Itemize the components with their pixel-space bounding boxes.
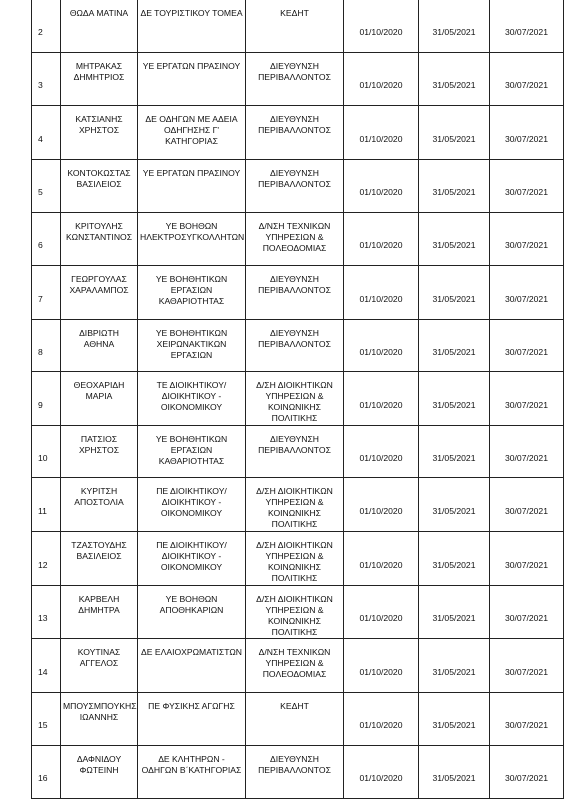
department-line: ΠΕΡΙΒΑΛΛΟΝΤΟΣ <box>258 178 331 189</box>
specialty-line: ΑΠΟΘΗΚΑΡΙΩΝ <box>159 604 224 615</box>
row-number-cell: 6 <box>32 212 61 265</box>
department-line: ΚΟΙΝΩΝΙΚΗΣ <box>267 401 321 412</box>
department-line: Δ/ΣΗ ΔΙΟΙΚΗΤΙΚΩΝ <box>256 485 333 496</box>
department-cell <box>246 531 344 585</box>
name-line: ΧΡΗΣΤΟΣ <box>78 124 120 135</box>
department-line: Δ/ΝΣΗ ΤΕΧΝΙΚΩΝ <box>258 646 331 657</box>
specialty-line: ΔΙΟΙΚΗΤΙΚΟΥ - <box>161 390 222 401</box>
end-date-cell: 31/05/2021 <box>419 265 490 319</box>
department-line: ΥΠΗΡΕΣΙΩΝ & <box>265 390 324 401</box>
employee-name-cell <box>61 52 138 105</box>
specialty-line: ΔΕ ΤΟΥΡΙΣΤΙΚΟΥ ΤΟΜΕΑ <box>140 8 243 18</box>
employee-name-cell <box>61 105 138 159</box>
employee-name-cell <box>61 477 138 531</box>
department-cell <box>246 638 344 692</box>
name-line: ΠΑΤΣΙΟΣ <box>80 433 118 444</box>
start-date-cell: 01/10/2020 <box>344 531 419 585</box>
department-line: ΔΙΕΥΘΥΝΣΗ <box>270 167 319 178</box>
specialty-line: ΚΑΘΑΡΙΟΤΗΤΑΣ <box>158 295 225 306</box>
row-number-cell: 14 <box>32 638 61 692</box>
name-line: ΚΟΝΤΟΚΩΣΤΑΣ <box>67 167 131 178</box>
end-date-cell: 31/05/2021 <box>419 371 490 425</box>
employee-name-cell <box>61 159 138 212</box>
row-number-cell: 10 <box>32 425 61 477</box>
employee-name-cell <box>61 638 138 692</box>
specialty-line: ΔΕ ΟΔΗΓΩΝ ΜΕ ΑΔΕΙΑ <box>145 113 238 124</box>
department-line: ΠΕΡΙΒΑΛΛΟΝΤΟΣ <box>258 124 331 135</box>
specialty-line: ΠΕ ΔΙΟΙΚΗΤΙΚΟΥ/ <box>156 539 227 550</box>
start-date-cell: 01/10/2020 <box>344 0 419 52</box>
staff-table <box>31 0 564 799</box>
row-number-cell: 4 <box>32 105 61 159</box>
end-date-cell: 31/05/2021 <box>419 531 490 585</box>
row-number-cell: 12 <box>32 531 61 585</box>
start-date-cell: 01/10/2020 <box>344 319 419 371</box>
department-line: ΠΕΡΙΒΑΛΛΟΝΤΟΣ <box>258 338 331 349</box>
row-number-cell: 11 <box>32 477 61 531</box>
table-row <box>32 0 564 52</box>
department-line: ΚΟΙΝΩΝΙΚΗΣ <box>267 561 321 572</box>
name-line: ΜΑΡΙΑ <box>85 390 113 401</box>
extension-date-cell: 30/07/2021 <box>490 159 564 212</box>
specialty-line: ΔΙΟΙΚΗΤΙΚΟΥ - <box>161 496 222 507</box>
name-line: ΜΗΤΡΑΚΑΣ <box>75 60 123 71</box>
specialty-cell <box>138 477 246 531</box>
specialty-line: ΚΑΤΗΓΟΡΙΑΣ <box>165 135 218 146</box>
specialty-line: ΟΙΚΟΝΟΜΙΚΟΥ <box>160 507 223 518</box>
department-line: ΠΟΛΙΤΙΚΗΣ <box>271 518 318 529</box>
end-date-cell: 31/05/2021 <box>419 159 490 212</box>
name-line: ΔΗΜΗΤΡΙΟΣ <box>73 71 125 82</box>
extension-date-cell: 30/07/2021 <box>490 531 564 585</box>
extension-date-cell: 30/07/2021 <box>490 585 564 638</box>
specialty-line: ΧΕΙΡΩΝΑΚΤΙΚΩΝ <box>156 338 227 349</box>
department-line: ΚΕΔΗΤ <box>280 700 309 711</box>
row-number-cell: 3 <box>32 52 61 105</box>
extension-date-cell: 30/07/2021 <box>490 0 564 52</box>
table-row <box>32 371 564 425</box>
name-line: ΚΑΤΣΙΑΝΗΣ <box>75 113 123 124</box>
department-cell <box>246 477 344 531</box>
name-line: ΚΑΡΒΕΛΗ <box>78 593 120 604</box>
table-row <box>32 159 564 212</box>
specialty-cell <box>138 692 246 745</box>
specialty-cell <box>138 531 246 585</box>
name-line: ΚΟΥΤΙΝΑΣ <box>77 646 121 657</box>
table-body <box>32 0 564 798</box>
department-line: ΠΕΡΙΒΑΛΛΟΝΤΟΣ <box>258 71 331 82</box>
extension-date-cell: 30/07/2021 <box>490 52 564 105</box>
name-line: ΔΙΒΡΙΩΤΗ ΑΘΗΝΑ <box>79 327 119 349</box>
specialty-line: ΔΕ ΚΛΗΤΗΡΩΝ - <box>158 753 225 764</box>
row-number-cell: 16 <box>32 745 61 798</box>
department-line: Δ/ΝΣΗ ΤΕΧΝΙΚΩΝ <box>258 220 331 231</box>
specialty-line: ΥΕ ΒΟΗΘΩΝ <box>165 220 218 231</box>
specialty-cell <box>138 425 246 477</box>
specialty-cell <box>138 159 246 212</box>
department-cell <box>246 159 344 212</box>
department-line: ΚΟΙΝΩΝΙΚΗΣ <box>267 615 321 626</box>
start-date-cell: 01/10/2020 <box>344 585 419 638</box>
specialty-line: ΠΕ ΦΥΣΙΚΗΣ ΑΓΩΓΗΣ <box>148 700 235 711</box>
start-date-cell: 01/10/2020 <box>344 692 419 745</box>
department-line: ΥΠΗΡΕΣΙΩΝ & <box>265 604 324 615</box>
name-line: ΘΕΟΧΑΡΙΔΗ <box>73 379 125 390</box>
start-date-cell: 01/10/2020 <box>344 265 419 319</box>
extension-date-cell: 30/07/2021 <box>490 745 564 798</box>
end-date-cell: 31/05/2021 <box>419 585 490 638</box>
department-line: ΔΙΕΥΘΥΝΣΗ <box>270 113 319 124</box>
department-cell <box>246 425 344 477</box>
extension-date-cell: 30/07/2021 <box>490 319 564 371</box>
department-line: ΥΠΗΡΕΣΙΩΝ & <box>265 496 324 507</box>
name-line: ΘΩΔΑ ΜΑΤΙΝΑ <box>69 8 129 18</box>
table-row <box>32 477 564 531</box>
department-cell <box>246 265 344 319</box>
department-cell <box>246 0 344 52</box>
name-line: ΔΑΦΝΙΔΟΥ <box>76 753 122 764</box>
extension-date-cell: 30/07/2021 <box>490 692 564 745</box>
department-line: ΠΟΛΙΤΙΚΗΣ <box>271 412 318 423</box>
table-row <box>32 265 564 319</box>
department-cell <box>246 52 344 105</box>
name-line: ΙΩΑΝΝΗΣ <box>79 711 119 722</box>
specialty-line: ΕΡΓΑΣΙΩΝ <box>170 284 213 295</box>
name-line: ΤΖΑΣΤΟΥΔΗΣ <box>71 539 127 550</box>
specialty-line: ΥΕ ΕΡΓΑΤΩΝ ΠΡΑΣΙΝΟΥ <box>142 167 241 178</box>
employee-name-cell <box>61 585 138 638</box>
specialty-line: ΟΔΗΓΩΝ Β΄ΚΑΤΗΓΟΡΙΑΣ <box>141 764 242 775</box>
department-cell <box>246 692 344 745</box>
department-line: ΠΟΛΕΟΔΟΜΙΑΣ <box>262 242 327 253</box>
end-date-cell: 31/05/2021 <box>419 212 490 265</box>
extension-date-cell: 30/07/2021 <box>490 425 564 477</box>
specialty-line: ΥΕ ΒΟΗΘΗΤΙΚΩΝ <box>155 273 228 284</box>
department-line: ΔΙΕΥΘΥΝΣΗ <box>270 273 319 284</box>
employee-name-cell <box>61 745 138 798</box>
end-date-cell: 31/05/2021 <box>419 105 490 159</box>
extension-date-cell: 30/07/2021 <box>490 477 564 531</box>
table-row <box>32 692 564 745</box>
specialty-line: ΟΙΚΟΝΟΜΙΚΟΥ <box>160 401 223 412</box>
extension-date-cell: 30/07/2021 <box>490 265 564 319</box>
department-line: ΥΠΗΡΕΣΙΩΝ & <box>265 550 324 561</box>
start-date-cell: 01/10/2020 <box>344 159 419 212</box>
table-row <box>32 585 564 638</box>
specialty-line: ΥΕ ΒΟΗΘΗΤΙΚΩΝ <box>155 327 228 338</box>
department-cell <box>246 212 344 265</box>
employee-name-cell <box>61 371 138 425</box>
specialty-line: ΕΡΓΑΣΙΩΝ <box>170 444 213 455</box>
specialty-line: ΥΕ ΒΟΗΘΗΤΙΚΩΝ <box>155 433 228 444</box>
specialty-cell <box>138 52 246 105</box>
table-row <box>32 638 564 692</box>
name-line: ΑΓΓΕΛΟΣ <box>79 657 119 668</box>
specialty-line: ΥΕ ΕΡΓΑΤΩΝ ΠΡΑΣΙΝΟΥ <box>142 60 241 71</box>
specialty-cell <box>138 0 246 52</box>
employee-name-cell <box>61 531 138 585</box>
specialty-line: ΟΔΗΓΗΣΗΣ Γ' <box>164 124 219 135</box>
name-line: ΧΡΗΣΤΟΣ <box>78 444 120 455</box>
specialty-line: ΕΡΓΑΣΙΩΝ <box>170 349 213 360</box>
start-date-cell: 01/10/2020 <box>344 371 419 425</box>
department-cell <box>246 745 344 798</box>
specialty-cell <box>138 371 246 425</box>
name-line: ΦΩΤΕΙΝΗ <box>79 764 119 775</box>
name-line: ΓΕΩΡΓΟΥΛΑΣ <box>71 273 127 284</box>
department-cell <box>246 585 344 638</box>
table-row <box>32 105 564 159</box>
specialty-line: ΔΙΟΙΚΗΤΙΚΟΥ - <box>161 550 222 561</box>
table-row <box>32 425 564 477</box>
extension-date-cell: 30/07/2021 <box>490 638 564 692</box>
specialty-line: ΗΛΕΚΤΡΟΣΥΓΚΟΛΛΗΤΩΝ <box>140 231 245 242</box>
name-line: ΜΠΟΥΣΜΠΟΥΚΗΣ <box>63 700 137 711</box>
row-number-cell: 13 <box>32 585 61 638</box>
employee-name-cell <box>61 319 138 371</box>
table-row <box>32 531 564 585</box>
department-line: ΠΕΡΙΒΑΛΛΟΝΤΟΣ <box>258 764 331 775</box>
specialty-line: ΥΕ ΒΟΗΘΩΝ <box>165 593 218 604</box>
department-line: ΠΟΛΙΤΙΚΗΣ <box>271 572 318 583</box>
end-date-cell: 31/05/2021 <box>419 319 490 371</box>
row-number-cell: 15 <box>32 692 61 745</box>
table-row <box>32 212 564 265</box>
employee-name-cell <box>61 425 138 477</box>
name-line: ΚΡΙΤΟΥΛΗΣ <box>75 220 123 231</box>
start-date-cell: 01/10/2020 <box>344 52 419 105</box>
end-date-cell: 31/05/2021 <box>419 638 490 692</box>
department-cell <box>246 319 344 371</box>
department-line: ΠΕΡΙΒΑΛΛΟΝΤΟΣ <box>258 444 331 455</box>
employee-name-cell <box>61 692 138 745</box>
department-line: Δ/ΣΗ ΔΙΟΙΚΗΤΙΚΩΝ <box>256 539 333 550</box>
specialty-cell <box>138 585 246 638</box>
row-number-cell: 2 <box>32 0 61 52</box>
specialty-line: ΟΙΚΟΝΟΜΙΚΟΥ <box>160 561 223 572</box>
end-date-cell: 31/05/2021 <box>419 52 490 105</box>
start-date-cell: 01/10/2020 <box>344 212 419 265</box>
specialty-cell <box>138 638 246 692</box>
end-date-cell: 31/05/2021 <box>419 745 490 798</box>
start-date-cell: 01/10/2020 <box>344 638 419 692</box>
department-line: ΔΙΕΥΘΥΝΣΗ <box>270 60 319 71</box>
end-date-cell: 31/05/2021 <box>419 425 490 477</box>
employee-name-cell <box>61 265 138 319</box>
specialty-line: ΚΑΘΑΡΙΟΤΗΤΑΣ <box>158 455 225 466</box>
name-line: ΚΩΝΣΤΑΝΤΙΝΟΣ <box>65 231 133 242</box>
specialty-cell <box>138 212 246 265</box>
table-row <box>32 52 564 105</box>
start-date-cell: 01/10/2020 <box>344 425 419 477</box>
name-line: ΧΑΡΑΛΑΜΠΟΣ <box>69 284 129 295</box>
department-line: Δ/ΣΗ ΔΙΟΙΚΗΤΙΚΩΝ <box>256 379 333 390</box>
end-date-cell: 31/05/2021 <box>419 477 490 531</box>
department-line: Δ/ΣΗ ΔΙΟΙΚΗΤΙΚΩΝ <box>256 593 333 604</box>
name-line: ΚΥΡΙΤΣΗ <box>80 485 118 496</box>
specialty-cell <box>138 105 246 159</box>
row-number-cell: 8 <box>32 319 61 371</box>
end-date-cell: 31/05/2021 <box>419 692 490 745</box>
employee-name-cell <box>61 212 138 265</box>
start-date-cell: 01/10/2020 <box>344 105 419 159</box>
department-cell <box>246 371 344 425</box>
extension-date-cell: 30/07/2021 <box>490 105 564 159</box>
row-number-cell: 7 <box>32 265 61 319</box>
row-number-cell: 5 <box>32 159 61 212</box>
name-line: ΒΑΣΙΛΕΙΟΣ <box>76 550 122 561</box>
department-line: ΚΟΙΝΩΝΙΚΗΣ <box>267 507 321 518</box>
table-row <box>32 319 564 371</box>
specialty-cell <box>138 745 246 798</box>
name-line: ΔΗΜΗΤΡΑ <box>78 604 120 615</box>
department-cell <box>246 105 344 159</box>
department-line: ΠΟΛΙΤΙΚΗΣ <box>271 626 318 637</box>
specialty-line: ΤΕ ΔΙΟΙΚΗΤΙΚΟΥ/ <box>156 379 227 390</box>
employee-name-cell <box>61 0 138 52</box>
end-date-cell: 31/05/2021 <box>419 0 490 52</box>
department-line: ΥΠΗΡΕΣΙΩΝ & <box>265 231 324 242</box>
name-line: ΒΑΣΙΛΕΙΟΣ <box>76 178 122 189</box>
extension-date-cell: 30/07/2021 <box>490 371 564 425</box>
specialty-line: ΠΕ ΔΙΟΙΚΗΤΙΚΟΥ/ <box>156 485 227 496</box>
start-date-cell: 01/10/2020 <box>344 745 419 798</box>
department-line: ΔΙΕΥΘΥΝΣΗ <box>270 753 319 764</box>
row-number-cell: 9 <box>32 371 61 425</box>
department-line: ΚΕΔΗΤ <box>280 8 309 18</box>
department-line: ΔΙΕΥΘΥΝΣΗ <box>270 433 319 444</box>
department-line: ΥΠΗΡΕΣΙΩΝ & <box>265 657 324 668</box>
extension-date-cell: 30/07/2021 <box>490 212 564 265</box>
specialty-cell <box>138 319 246 371</box>
department-line: ΠΕΡΙΒΑΛΛΟΝΤΟΣ <box>258 284 331 295</box>
table-row <box>32 745 564 798</box>
department-line: ΔΙΕΥΘΥΝΣΗ <box>270 327 319 338</box>
start-date-cell: 01/10/2020 <box>344 477 419 531</box>
specialty-line: ΔΕ ΕΛΑΙΟΧΡΩΜΑΤΙΣΤΩΝ <box>141 646 242 657</box>
specialty-cell <box>138 265 246 319</box>
name-line: ΑΠΟΣΤΟΛΙΑ <box>74 496 124 507</box>
department-line: ΠΟΛΕΟΔΟΜΙΑΣ <box>262 668 327 679</box>
